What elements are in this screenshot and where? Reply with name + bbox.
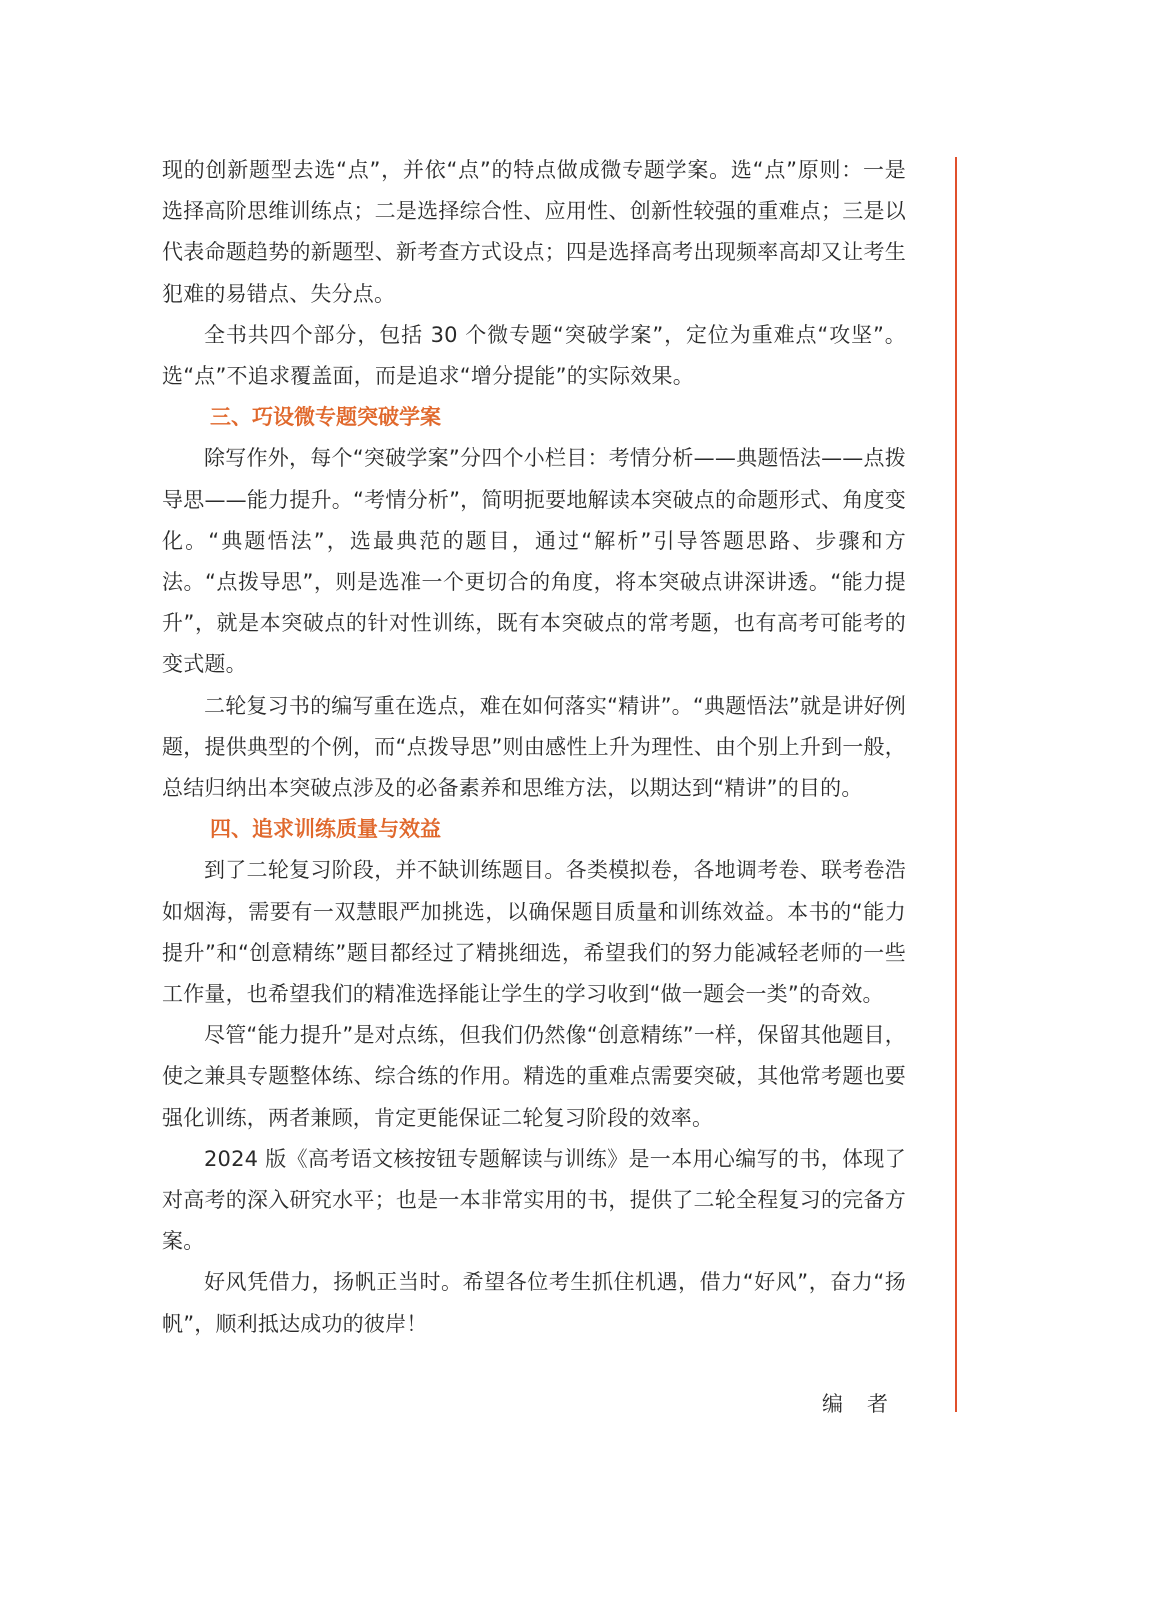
- paragraph-book-summary: 2024 版《高考语文核按钮专题解读与训练》是一本用心编写的书，体现了对高考的深入研究水平；也是一本非常实用的书，提供了二轮全程复习的完备方案。: [162, 1146, 906, 1254]
- section-heading-3: 三、巧设微专题突破学案: [210, 405, 441, 430]
- paragraph-continued: 现的创新题型去选“点”，并依“点”的特点做成微专题学案。选“点”原则：一是选择高阶思维训练点；二是选择综合性、应用性、创新性较强的重难点；三是以代表命题趋势的新题型、新考查方式设点；四是选择高考出现频率高却又让考生犯难的易错点、失分点。: [162, 158, 906, 306]
- paragraph-targeted-practice: 尽管“能力提升”是对点练，但我们仍然像“创意精练”一样，保留其他题目，使之兼具专题整体练、综合练的作用。精选的重难点需要突破，其他常考题也要强化训练，两者兼顾，肯定更能保证二轮复习阶段的效率。: [162, 1023, 906, 1130]
- margin-rule: [955, 157, 957, 1412]
- paragraph-closing-wish: 好风凭借力，扬帆正当时。希望各位考生抓住机遇，借力“好风”，奋力“扬帆”，顺利抵达成功的彼岸！: [162, 1270, 906, 1336]
- editor-signature: 编者: [822, 1392, 912, 1416]
- page-body: [162, 150, 906, 1345]
- paragraph-book-structure: 全书共四个部分，包括 30 个微专题“突破学案”，定位为重难点“攻坚”。选“点”不追求覆盖面，而是追求“增分提能”的实际效果。: [162, 322, 906, 389]
- paragraph-training-quality: 到了二轮复习阶段，并不缺训练题目。各类模拟卷，各地调考卷、联考卷浩如烟海，需要有一双慧眼严加挑选，以确保题目质量和训练效益。本书的“能力提升”和“创意精练”题目都经过了精挑细选，希望我们的努力能减轻老师的一些工作量，也希望我们的精准选择能让学生的学习收到“做一题会一类”的奇效。: [162, 858, 906, 1007]
- paragraph-study-plan: 除写作外，每个“突破学案”分四个小栏目：考情分析——典题悟法——点拨导思——能力提升。“考情分析”，简明扼要地解读本突破点的命题形式、角度变化。“典题悟法”，选最典范的题目，通过“解析”引导答题思路、步骤和方法。“点拨导思”，则是选准一个更切合的角度，将本突破点讲深讲透。“能力提升”，就是本突破点的针对性训练，既有本突破点的常考题，也有高考可能考的变式题。: [162, 446, 906, 677]
- paragraph-precise-teaching: 二轮复习书的编写重在选点，难在如何落实“精讲”。“典题悟法”就是讲好例题，提供典型的个例，而“点拨导思”则由感性上升为理性、由个别上升到一般，总结归纳出本突破点涉及的必备素养和思维方法，以期达到“精讲”的目的。: [162, 693, 906, 801]
- section-heading-4: 四、追求训练质量与效益: [210, 817, 441, 842]
